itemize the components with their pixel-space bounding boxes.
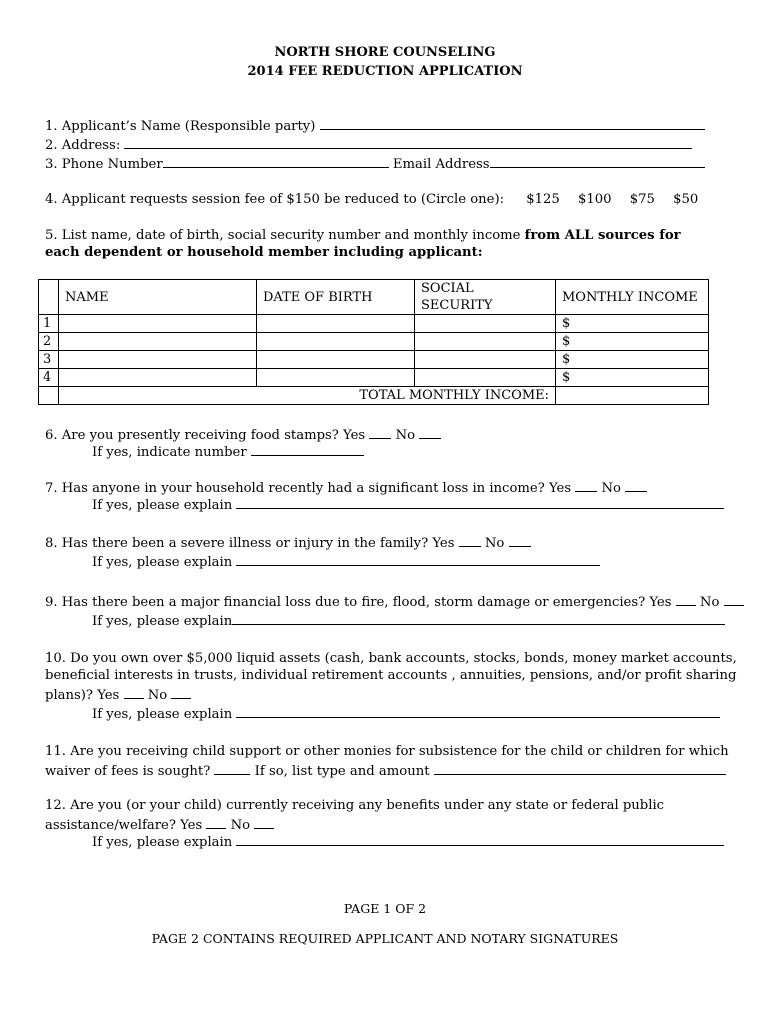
q8-no-label: No (484, 536, 505, 551)
q11-type-amount-field[interactable] (434, 762, 726, 775)
org-name: NORTH SHORE COUNSELING (274, 45, 496, 60)
total-income-cell[interactable] (556, 387, 709, 405)
q6-yes-field[interactable] (369, 426, 391, 439)
q12-label: assistance/welfare? Yes (45, 818, 203, 833)
q12-row (45, 816, 274, 833)
dob-cell[interactable] (257, 333, 415, 351)
email-label: Email Address (392, 157, 490, 172)
q9-sub-label: If yes, please explain (92, 614, 233, 629)
q10-label: plans)? Yes (45, 688, 120, 703)
household-instructions-text: 5. List name, date of birth, social security number and monthly income (45, 228, 521, 243)
fee-option-100[interactable]: $100 (578, 192, 612, 207)
q12-yes-field[interactable] (206, 816, 226, 829)
q12-no-field[interactable] (254, 816, 274, 829)
table-row (39, 333, 709, 351)
col-ssn-header: SOCIAL SECURITY (415, 280, 556, 315)
applicant-name-field[interactable] (320, 117, 705, 130)
household-instructions-emphasis: from ALL sources for (524, 228, 681, 243)
address-field[interactable] (124, 136, 692, 149)
q7-explain-field[interactable] (236, 496, 724, 509)
q6-row (45, 426, 441, 443)
q6-no-field[interactable] (419, 426, 441, 439)
col-name-header: NAME (59, 280, 257, 315)
row-index: 3 (39, 351, 59, 369)
total-index-cell (39, 387, 59, 405)
q9-explain-field[interactable] (232, 612, 725, 625)
q7-sub-row (92, 496, 724, 513)
income-cell[interactable]: $ (556, 351, 709, 369)
q10-no-field[interactable] (171, 686, 191, 699)
q12-sub-label: If yes, please explain (92, 835, 233, 850)
ssn-cell[interactable] (415, 351, 556, 369)
q9-row (45, 593, 744, 610)
income-cell[interactable]: $ (556, 315, 709, 333)
q8-label: 8. Has there been a severe illness or injury in the family? Yes (45, 536, 455, 551)
total-income-label: TOTAL MONTHLY INCOME: (59, 387, 556, 405)
q12-line1: 12. Are you (or your child) currently receiving any benefits under any state or federal public (45, 798, 665, 813)
table-row (39, 369, 709, 387)
row-index: 2 (39, 333, 59, 351)
col-dob-header: DATE OF BIRTH (257, 280, 415, 315)
address-row (45, 136, 692, 153)
q9-sub-row (92, 612, 725, 629)
q12-sub-row (92, 833, 724, 850)
q10-yes-field[interactable] (124, 686, 144, 699)
table-index-header (39, 280, 59, 315)
form-title: 2014 FEE REDUCTION APPLICATION (247, 64, 523, 79)
q9-no-field[interactable] (724, 593, 744, 606)
name-cell[interactable] (59, 369, 257, 387)
household-instructions-line1 (45, 228, 681, 243)
q10-explain-field[interactable] (236, 705, 720, 718)
q6-no-label: No (395, 428, 416, 443)
income-cell[interactable]: $ (556, 333, 709, 351)
table-row (39, 351, 709, 369)
q7-row (45, 479, 647, 496)
q9-yes-field[interactable] (676, 593, 696, 606)
fee-request-row (45, 192, 698, 207)
q10-sub-label: If yes, please explain (92, 707, 233, 722)
applicant-name-label: 1. Applicant’s Name (Responsible party) (45, 119, 316, 134)
q11-line1: 11. Are you receiving child support or other monies for subsistence for the child or children for which (45, 744, 729, 759)
name-cell[interactable] (59, 351, 257, 369)
dob-cell[interactable] (257, 315, 415, 333)
q10-line1: 10. Do you own over $5,000 liquid assets (cash, bank accounts, stocks, bonds, money market accounts, (45, 651, 737, 666)
household-table (38, 279, 709, 405)
q8-row (45, 534, 531, 551)
q11-row (45, 762, 726, 779)
q8-sub-row (92, 553, 600, 570)
q8-no-field[interactable] (509, 534, 531, 547)
q8-sub-label: If yes, please explain (92, 555, 233, 570)
q11-label: waiver of fees is sought? (45, 764, 211, 779)
applicant-name-row (45, 117, 705, 134)
fee-request-label: 4. Applicant requests session fee of $150 be reduced to (Circle one): (45, 192, 505, 207)
table-row (39, 315, 709, 333)
q7-no-field[interactable] (625, 479, 647, 492)
phone-field[interactable] (163, 155, 389, 168)
q6-sub-row (92, 443, 364, 460)
q11-type-label: If so, list type and amount (254, 764, 430, 779)
fee-option-50[interactable]: $50 (673, 192, 699, 207)
address-label: 2. Address: (45, 138, 121, 153)
q11-yes-no-field[interactable] (214, 762, 250, 775)
total-row (39, 387, 709, 405)
dob-cell[interactable] (257, 369, 415, 387)
income-cell[interactable]: $ (556, 369, 709, 387)
household-instructions-line2: each dependent or household member including applicant: (45, 245, 483, 260)
q12-explain-field[interactable] (236, 833, 724, 846)
q7-yes-field[interactable] (575, 479, 597, 492)
q9-label: 9. Has there been a major financial loss due to fire, flood, storm damage or emergencies? Yes (45, 595, 672, 610)
col-income-header: MONTHLY INCOME (556, 280, 709, 315)
page-number: PAGE 1 OF 2 (343, 901, 427, 916)
q10-row (45, 686, 191, 703)
q6-sub-label: If yes, indicate number (92, 445, 247, 460)
q6-label: 6. Are you presently receiving food stamps? Yes (45, 428, 366, 443)
q9-no-label: No (699, 595, 720, 610)
dob-cell[interactable] (257, 351, 415, 369)
fee-option-125[interactable]: $125 (526, 192, 560, 207)
email-field[interactable] (490, 155, 705, 168)
name-cell[interactable] (59, 315, 257, 333)
q10-sub-row (92, 705, 720, 722)
row-index: 1 (39, 315, 59, 333)
ssn-cell[interactable] (415, 369, 556, 387)
table-header-row (39, 280, 709, 315)
q12-no-label: No (230, 818, 251, 833)
contact-row (45, 155, 705, 172)
q6-number-field[interactable] (251, 443, 364, 456)
row-index: 4 (39, 369, 59, 387)
ssn-cell[interactable] (415, 333, 556, 351)
phone-label: 3. Phone Number (45, 157, 163, 172)
q7-sub-label: If yes, please explain (92, 498, 233, 513)
ssn-cell[interactable] (415, 315, 556, 333)
q8-yes-field[interactable] (459, 534, 481, 547)
q7-no-label: No (601, 481, 621, 496)
fee-option-75[interactable]: $75 (629, 192, 655, 207)
q10-line2: beneficial interests in trusts, individual retirement accounts , annuities, pensions, and/or profit sharing (45, 668, 737, 683)
q8-explain-field[interactable] (236, 553, 600, 566)
name-cell[interactable] (59, 333, 257, 351)
signature-note: PAGE 2 CONTAINS REQUIRED APPLICANT AND NOTARY SIGNATURES (151, 931, 619, 946)
q10-no-label: No (147, 688, 168, 703)
q7-label: 7. Has anyone in your household recently had a significant loss in income? Yes (45, 481, 572, 496)
